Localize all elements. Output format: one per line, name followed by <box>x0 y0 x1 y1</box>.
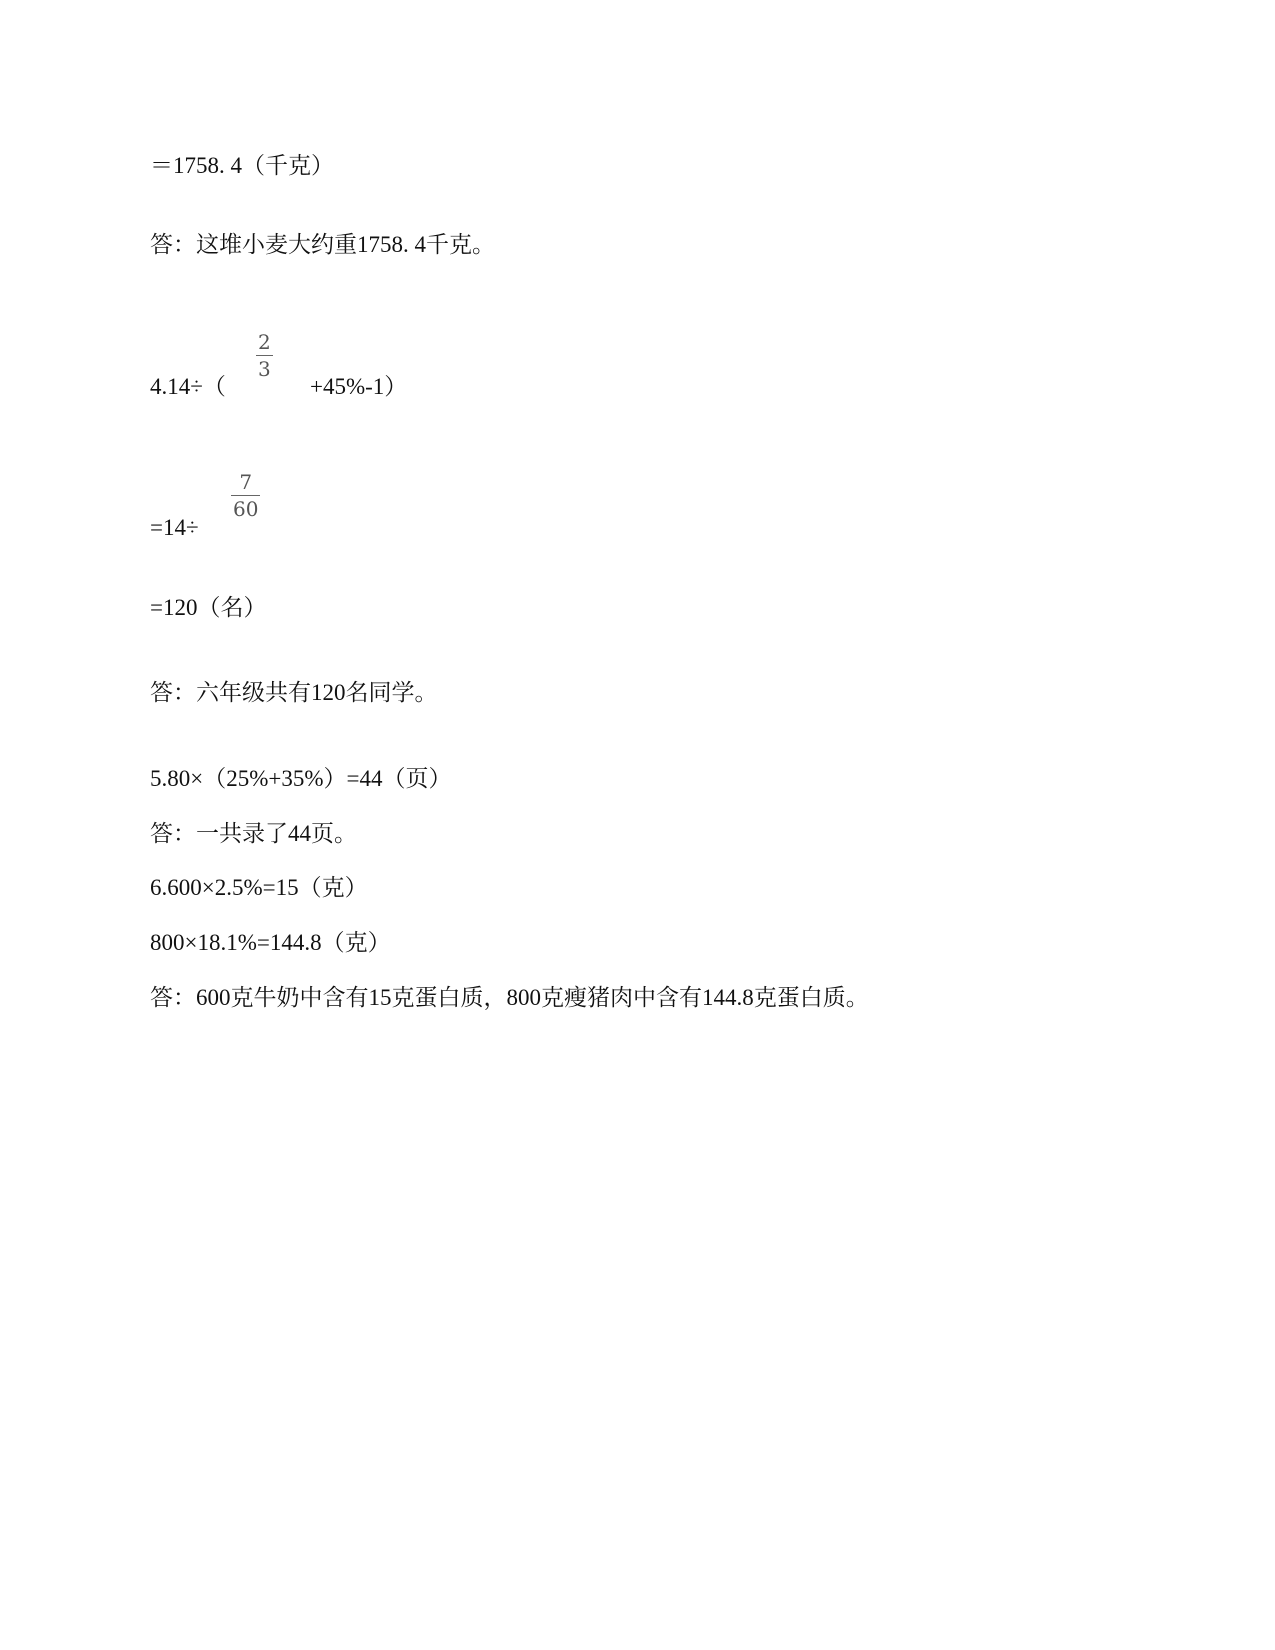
answer-line-students: 答：六年级共有120名同学。 <box>150 680 438 705</box>
equation-line-5: 5.80×（25%+35%）=44（页） <box>150 766 452 791</box>
result-line-students: =120（名） <box>150 595 267 620</box>
fraction-bar <box>256 355 273 356</box>
equation-line-4: 4.14÷（ <box>150 374 226 399</box>
equation-line-4-tail: +45%-1） <box>310 374 408 399</box>
equation-line-6: 6.600×2.5%=15（克） <box>150 875 368 900</box>
result-line-wheat: ＝1758. 4（千克） <box>150 153 334 178</box>
answer-line-protein: 答：600克牛奶中含有15克蛋白质，800克瘦猪肉中含有144.8克蛋白质。 <box>150 985 869 1010</box>
fraction-bar <box>231 495 260 496</box>
fraction-two-thirds <box>256 332 273 379</box>
step-line-divide: =14÷ <box>150 515 199 540</box>
answer-line-pages: 答：一共录了44页。 <box>150 821 357 846</box>
answer-line-wheat: 答：这堆小麦大约重1758. 4千克。 <box>150 232 495 257</box>
fraction-numerator: 2 <box>258 330 271 354</box>
fraction-denominator: 60 <box>233 497 259 521</box>
equation-line-6b: 800×18.1%=144.8（克） <box>150 930 391 955</box>
fraction-numerator: 7 <box>239 470 253 494</box>
fraction-denominator: 3 <box>258 357 271 381</box>
fraction-seven-sixtieths <box>231 472 260 519</box>
